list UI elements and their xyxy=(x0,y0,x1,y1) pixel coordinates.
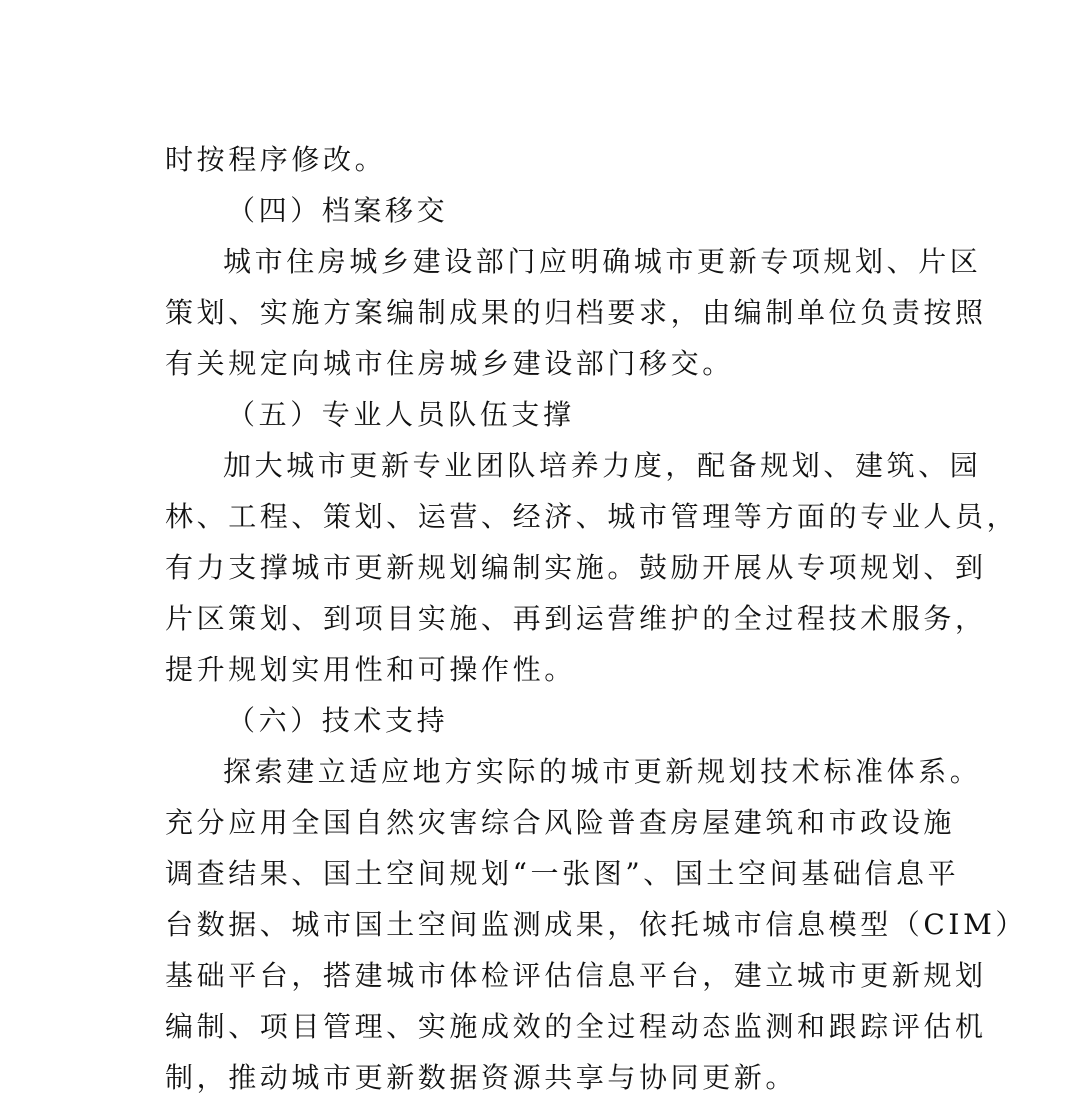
paragraph-line: 加大城市更新专业团队培养力度，配备规划、建筑、园 xyxy=(223,449,982,482)
paragraph-line: 时按程序修改。 xyxy=(165,143,387,176)
paragraph-line: 有力支撑城市更新规划编制实施。鼓励开展从专项规划、到 xyxy=(165,551,987,584)
section-heading-technical-support: （六）技术支持 xyxy=(227,704,449,737)
document-body xyxy=(165,134,1027,1103)
paragraph-line: 片区策划、到项目实施、再到运营维护的全过程技术服务， xyxy=(165,602,987,635)
paragraph-line: 充分应用全国自然灾害综合风险普查房屋建筑和市政设施 xyxy=(165,806,956,839)
paragraph-line: 提升规划实用性和可操作性。 xyxy=(165,653,576,686)
paragraph-line: 林、工程、策划、运营、经济、城市管理等方面的专业人员， xyxy=(165,500,1019,533)
paragraph-line: 策划、实施方案编制成果的归档要求，由编制单位负责按照 xyxy=(165,296,987,329)
paragraph-line: 编制、项目管理、实施成效的全过程动态监测和跟踪评估机 xyxy=(165,1010,987,1043)
paragraph-line: 有关规定向城市住房城乡建设部门移交。 xyxy=(165,347,734,380)
paragraph-line: 探索建立适应地方实际的城市更新规划技术标准体系。 xyxy=(223,755,982,788)
section-heading-archive-transfer: （四）档案移交 xyxy=(227,194,449,227)
section-heading-professional-staff: （五）专业人员队伍支撑 xyxy=(227,398,575,431)
paragraph-line: 基础平台，搭建城市体检评估信息平台，建立城市更新规划 xyxy=(165,959,987,992)
paragraph-line: 台数据、城市国土空间监测成果，依托城市信息模型（CIM） xyxy=(165,908,1027,941)
paragraph-line: 城市住房城乡建设部门应明确城市更新专项规划、片区 xyxy=(223,245,982,278)
paragraph-line: 调查结果、国土空间规划“一张图”、国土空间基础信息平 xyxy=(165,857,960,890)
paragraph-line: 制，推动城市更新数据资源共享与协同更新。 xyxy=(165,1061,798,1094)
